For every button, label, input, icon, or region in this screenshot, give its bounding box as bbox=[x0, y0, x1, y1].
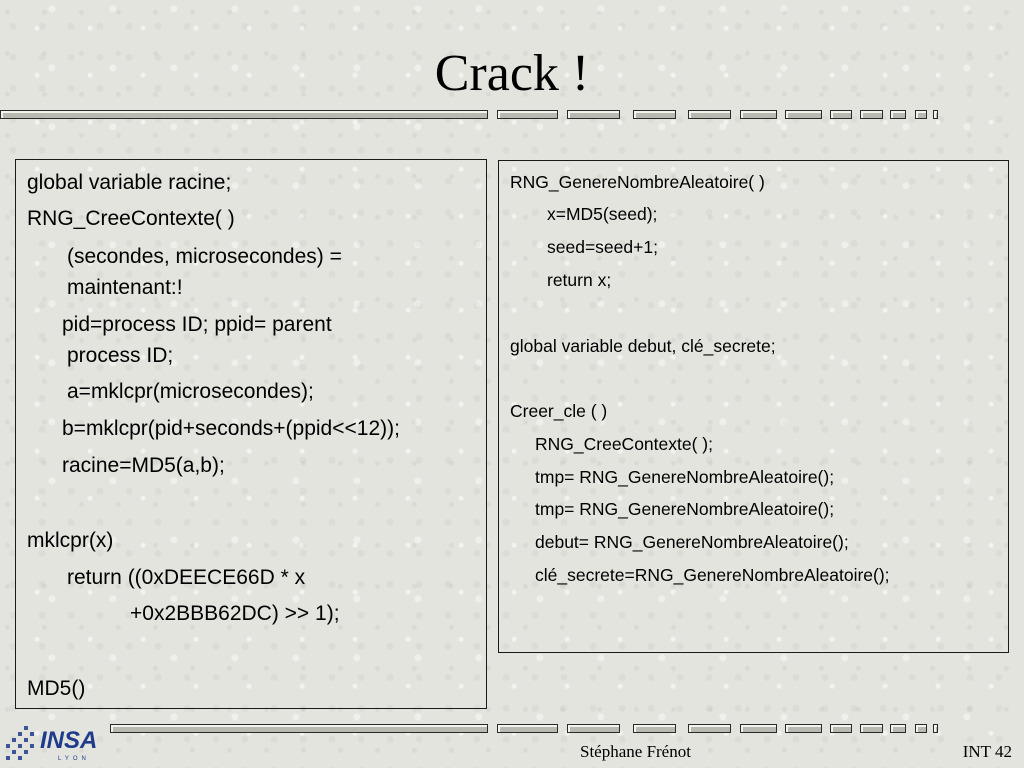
code-line: process ID; bbox=[67, 344, 174, 367]
rule-segment bbox=[567, 110, 620, 119]
left-code-box bbox=[15, 159, 487, 709]
rule-segment bbox=[633, 724, 676, 733]
bottom-divider-rule bbox=[0, 724, 1024, 733]
insa-lyon-logo bbox=[2, 714, 106, 766]
code-line: seed=seed+1; bbox=[547, 237, 658, 257]
rule-segment bbox=[497, 110, 558, 119]
rule-segment bbox=[830, 724, 852, 733]
rule-segment bbox=[688, 110, 731, 119]
rule-segment bbox=[785, 724, 822, 733]
code-line: maintenant:! bbox=[67, 276, 183, 299]
rule-segment bbox=[740, 110, 777, 119]
rule-segment bbox=[915, 724, 927, 733]
rule-segment bbox=[688, 724, 731, 733]
rule-segment bbox=[830, 110, 852, 119]
logo-text: INSA bbox=[40, 727, 98, 754]
rule-segment bbox=[860, 724, 883, 733]
code-line: clé_secrete=RNG_GenereNombreAleatoire(); bbox=[535, 565, 890, 585]
code-line: Creer_cle ( ) bbox=[510, 401, 608, 421]
code-line: racine=MD5(a,b); bbox=[62, 454, 225, 477]
code-line: MD5() bbox=[27, 677, 86, 700]
footer-page-number: INT 42 bbox=[962, 742, 1012, 761]
rule-segment bbox=[933, 724, 938, 733]
rule-segment bbox=[860, 110, 883, 119]
code-line: mklcpr(x) bbox=[27, 529, 114, 552]
code-line: tmp= RNG_GenereNombreAleatoire(); bbox=[535, 499, 835, 519]
code-line: RNG_CreeContexte( ) bbox=[27, 207, 235, 230]
code-line: +0x2BBB62DC) >> 1); bbox=[130, 602, 340, 625]
rule-segment bbox=[110, 724, 488, 733]
code-line: debut= RNG_GenereNombreAleatoire(); bbox=[535, 532, 849, 552]
code-line: global variable racine; bbox=[27, 171, 232, 194]
rule-segment bbox=[497, 724, 558, 733]
rule-segment bbox=[633, 110, 676, 119]
rule-segment bbox=[890, 110, 906, 119]
rule-segment bbox=[785, 110, 822, 119]
code-line: (secondes, microsecondes) = bbox=[67, 245, 342, 268]
top-divider-rule bbox=[0, 110, 1024, 119]
rule-segment bbox=[0, 110, 488, 119]
slide-title: Crack ! bbox=[434, 45, 590, 102]
code-line: RNG_CreeContexte( ); bbox=[535, 434, 713, 454]
rule-segment bbox=[890, 724, 906, 733]
code-line: tmp= RNG_GenereNombreAleatoire(); bbox=[535, 467, 835, 487]
logo-subtext: LYON bbox=[58, 756, 90, 762]
code-line: b=mklcpr(pid+seconds+(ppid<<12)); bbox=[62, 417, 400, 440]
code-line: return ((0xDEECE66D * x bbox=[67, 566, 306, 589]
footer-author: Stéphane Frénot bbox=[580, 742, 691, 761]
right-code-box bbox=[498, 160, 1009, 653]
rule-segment bbox=[915, 110, 927, 119]
code-line: RNG_GenereNombreAleatoire( ) bbox=[510, 172, 765, 192]
code-line: pid=process ID; ppid= parent bbox=[62, 313, 332, 336]
rule-segment bbox=[567, 724, 620, 733]
code-line: x=MD5(seed); bbox=[547, 204, 658, 224]
code-line: global variable debut, clé_secrete; bbox=[510, 336, 776, 356]
rule-segment bbox=[740, 724, 777, 733]
code-line: a=mklcpr(microsecondes); bbox=[67, 380, 314, 403]
code-line: return x; bbox=[547, 270, 612, 290]
rule-segment bbox=[933, 110, 938, 119]
